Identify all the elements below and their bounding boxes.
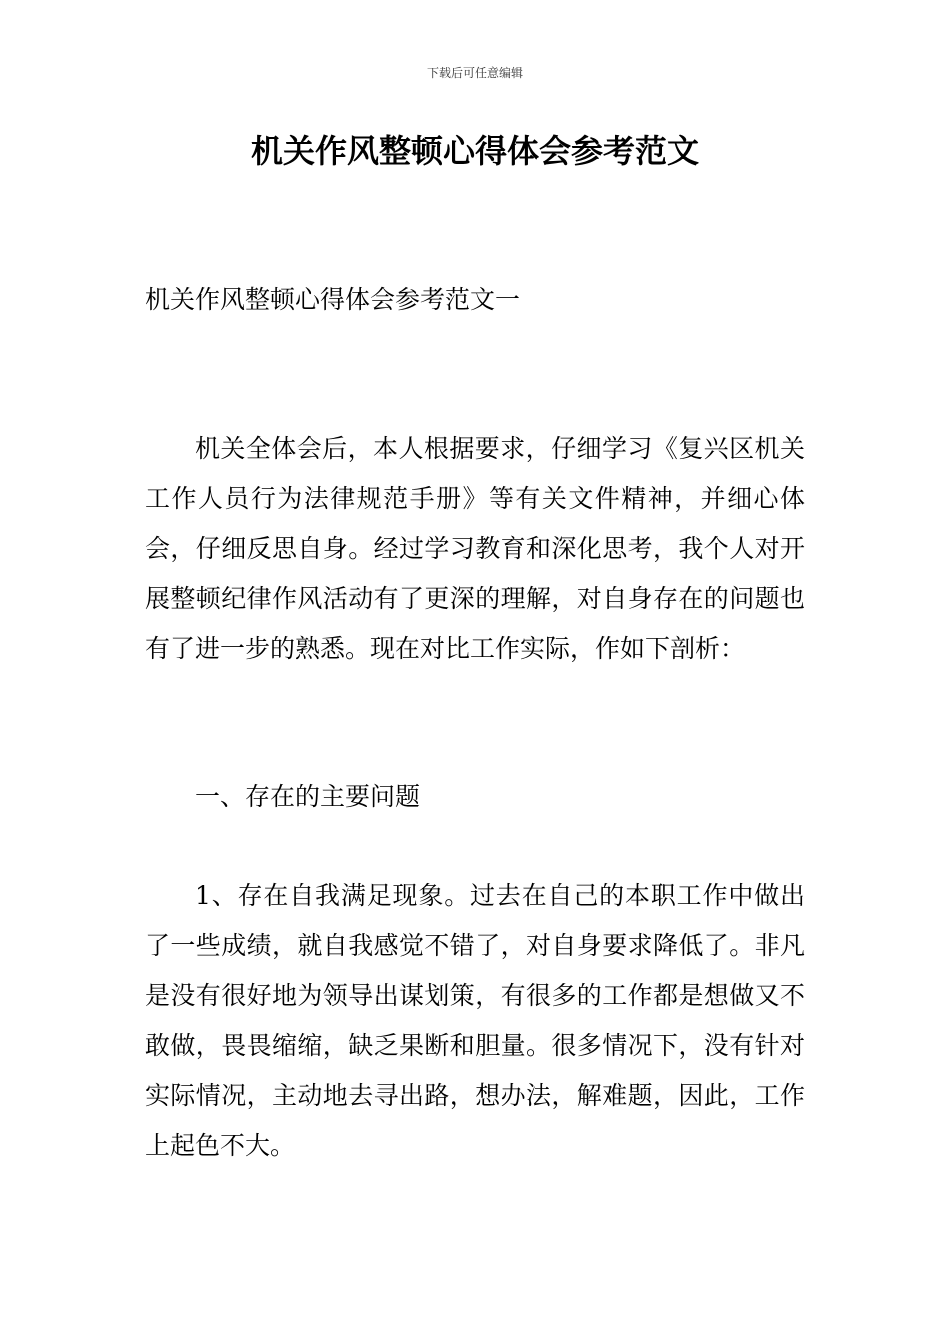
header-note: 下载后可任意编辑 [426,66,523,80]
section-heading: 一、存在的主要问题 [195,782,421,811]
paragraph-block-2 [145,772,805,822]
paragraph-block-1 [145,424,805,674]
paragraph-block-3 [145,871,805,1171]
document-subtitle: 机关作风整顿心得体会参考范文一 [145,285,521,314]
paragraph: 1、存在自我满足现象。过去在自己的本职工作中做出了一些成绩，就自我感觉不错了，对自身要求降低了。非凡是没有很好地为领导出谋划策，有很多的工作都是想做又不敢做，畏畏缩缩，缺乏果断和胆量。很多情况下，没有针对实际情况，主动地去寻出路，想办法，解难题，因此，工作上起色不大。 [145,881,805,1160]
paragraph: 机关全体会后，本人根据要求，仔细学习《复兴区机关工作人员行为法律规范手册》等有关文件精神，并细心体会，仔细反思自身。经过学习教育和深化思考，我个人对开展整顿纪律作风活动有了更深的理解，对自身存在的问题也有了进一步的熟悉。现在对比工作实际，作如下剖析： [145,434,805,663]
document-title: 机关作风整顿心得体会参考范文 [250,132,699,170]
